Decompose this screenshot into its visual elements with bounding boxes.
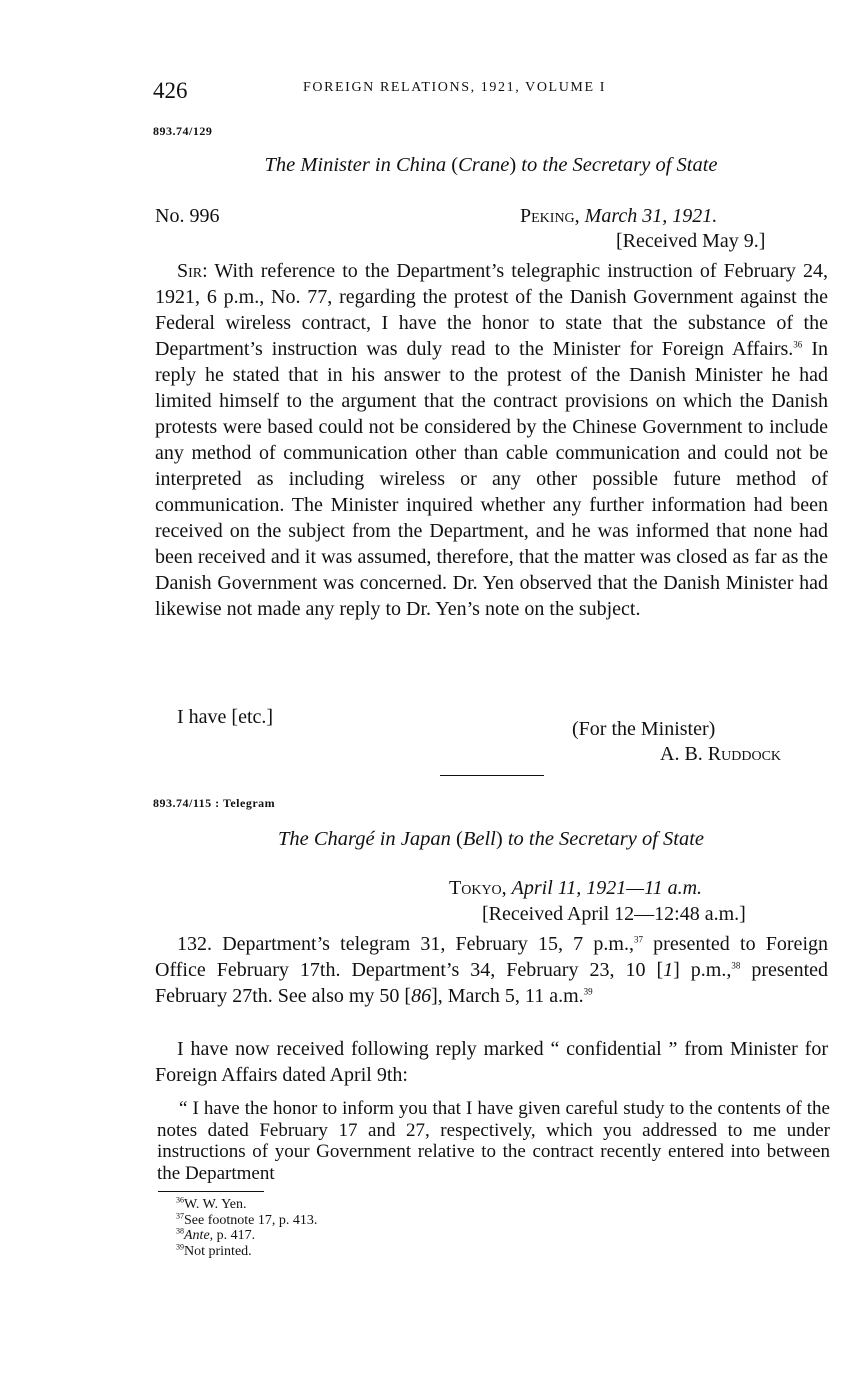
footnote-text: Not printed. — [184, 1243, 252, 1259]
heading-paren: ( — [451, 154, 459, 176]
heading-text: to the Secretary of State — [507, 828, 705, 850]
place-date-line — [520, 203, 717, 229]
telegram-paragraph: I have now received following reply marked “ confidential ” from Minister for Foreign Affairs dated April 9th: — [155, 1038, 828, 1086]
for-minister: (For the Minister) — [572, 718, 716, 740]
footnote — [176, 1197, 317, 1213]
footnote-marker: 38 — [731, 960, 741, 971]
closing: I have [etc.] — [177, 706, 274, 728]
footnote-number: 37 — [176, 1210, 184, 1220]
body-text: presented to Foreign Office February 17th. Department’s 34, February 23, 10 [ — [155, 933, 828, 981]
heading-text: The Minister in China — [264, 154, 447, 176]
document-heading — [153, 828, 829, 851]
footnote-number: 39 — [176, 1241, 184, 1251]
heading-paren: ( — [456, 828, 463, 850]
body-text: ], March 5, 11 a.m. — [431, 985, 584, 1007]
footnote-marker: 36 — [793, 339, 803, 350]
heading-text: to the Secretary of State — [521, 154, 718, 176]
heading-text: The Chargé in Japan — [277, 828, 451, 850]
footnote — [176, 1210, 318, 1229]
body-text: In reply he stated that in his answer to the protest of the Danish Minister he had limited himself to the argument that the contract provisions on which the Danish protests were based could not be considered by the Chinese Government to include any method of communication other than cable communication and could not be interpreted as including wireless or any other possible future method of communication. The Minister inquired whether any further information had been received on the subject from the Department, and he was informed that none had been received and it was assumed, therefore, that the matter was closed as far as the Danish Government was concerned. Dr. Yen observed that the Danish Minister had likewise not made any reply to Dr. Yen’s note on the subject. — [155, 338, 829, 620]
signer-surname: Ruddock — [707, 743, 782, 765]
editorial-correction: 86 — [411, 985, 432, 1007]
footnotes — [176, 1197, 317, 1259]
footnote-text: W. W. Yen. — [184, 1197, 247, 1212]
body-text: : With reference to the Department’s telegraphic instruction of February 24, 1921, 6 p.m., No. 77, regarding the protest of the Danish Government against the Federal wireless contract, I have the honor to state that the substance of the Department’s instruction was duly read to the Minister for Foreign Affairs. — [155, 260, 828, 360]
received-note: [Received May 9.] — [616, 230, 766, 252]
section-divider — [440, 775, 544, 776]
footnote-marker: 39 — [583, 986, 593, 997]
file-reference: 893.74/115 : Telegram — [153, 796, 276, 810]
footnote-number: 36 — [176, 1195, 184, 1205]
quoted-note: “ I have the honor to inform you that I have given careful study to the contents of the notes dated February 17 and 27, respectively, which you addressed to me under instructions of your Government relative to the contract recently entered into between the Department — [157, 1098, 830, 1184]
body-text: 132. Department’s telegram 31, February 15, 7 p.m., — [177, 933, 634, 955]
document-heading — [153, 154, 829, 177]
signer-initials: A. B. — [660, 743, 703, 765]
received-note: [Received April 12—12:48 a.m.] — [482, 903, 746, 925]
running-title: FOREIGN RELATIONS, 1921, VOLUME I — [303, 80, 606, 95]
heading-name: Crane — [458, 154, 510, 176]
file-reference: 893.74/129 — [153, 124, 213, 138]
place: Peking, — [520, 205, 580, 227]
body-text: ] p.m., — [673, 959, 732, 981]
footnote-rule — [158, 1191, 264, 1192]
telegram-paragraph — [155, 931, 828, 1009]
place-date-line — [449, 875, 702, 901]
footnote-text: , p. 417. — [209, 1228, 256, 1243]
date: April 11, 1921—11 a.m. — [511, 877, 703, 899]
place: Tokyo, — [449, 877, 507, 899]
footnote — [176, 1241, 317, 1260]
despatch-body — [155, 258, 828, 622]
signature — [660, 741, 781, 767]
footnote-text: Ante — [184, 1228, 210, 1243]
footnote-text: See footnote 17, p. 413. — [184, 1212, 318, 1228]
page-number: 426 — [153, 78, 188, 103]
footnote-number: 38 — [176, 1226, 184, 1236]
editorial-correction: 1 — [663, 959, 674, 981]
date: March 31, 1921. — [584, 205, 718, 227]
despatch-number: No. 996 — [155, 205, 220, 227]
heading-paren: ) — [495, 828, 503, 850]
footnote-marker: 37 — [633, 934, 643, 945]
heading-name: Bell — [462, 828, 496, 850]
footnote — [176, 1228, 317, 1244]
salutation: Sir — [177, 260, 203, 282]
heading-paren: ) — [509, 154, 517, 176]
body-text: presented February 27th. See also my 50 [ — [155, 959, 828, 1007]
